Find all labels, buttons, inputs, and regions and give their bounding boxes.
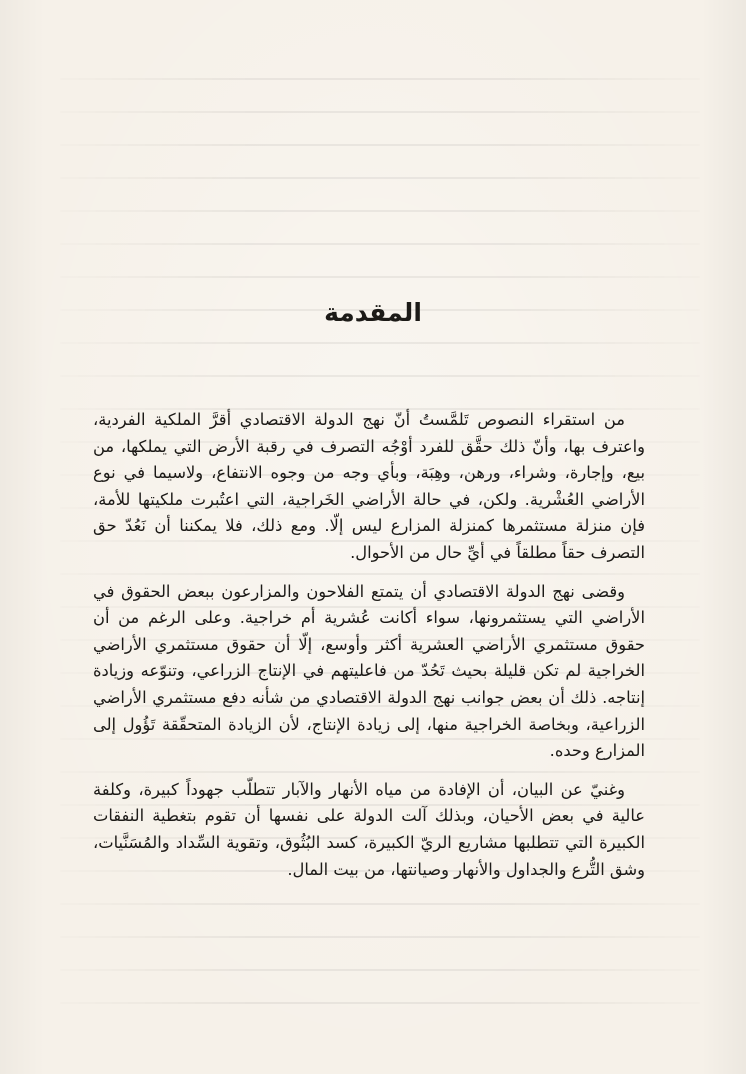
paragraph-2: وقضى نهج الدولة الاقتصادي أن يتمتع الفلاحون والمزارعون ببعض الحقوق في الأراضي التي يستثمرونها، سواء أكانت عُشرية أم خراجية. وعلى الرغم من أن حقوق مستثمري الأراضي العشرية أكثر وأوسع، إلّا أن حقوق مستثمري الأراضي الخراجية لم تكن قليلة بحيث تَحُدّ من فاعليتهم في الإنتاج الزراعي، وتنوّعه وزيادة إنتاجه. ذلك أن بعض جوانب نهج الدولة الاقتصادي من شأنه دفع مستثمري الأراضي الزراعية، وبخاصة الخراجية منها، إلى زيادة الإنتاج، لأن الزيادة المتحقّقة تَؤُول إلى المزارع وحده. bbox=[93, 581, 645, 761]
paragraph-1: من استقراء النصوص تَلمَّستُ أنّ نهج الدولة الاقتصادي أقرَّ الملكية الفردية، واعترف بها، وأنّ ذلك حقَّق للفرد أوْجُه التصرف في رقبة الأرض التي يملكها، من بيع، وإجارة، وشراء، ورهن، وهِبَة، وبأي وجه من وجوه الانتفاع، ولاسيما في نوع الأراضي العُشْرية. ولكن، في حالة الأراضي الخَراجية، التي اعتُبرت ملكيتها للأمة، فإن منزلة مستثمرها كمنزلة المزارع ليس إلّا. ومع ذلك، فلا يمكننا أن نَعُدّ حق التصرف حقاً مطلقاً في أيِّ حال من الأحوال. bbox=[93, 410, 645, 562]
paragraph-3: وغنيّ عن البيان، أن الإفادة من مياه الأنهار والآبار تتطلّب جهوداً كبيرة، وكلفة عالية في بعض الأحيان، وبذلك آلت الدولة على نفسها أن تقوم بتغطية النفقات الكبيرة التي تتطلبها مشاريع الريّ الكبيرة، كسد البُثُوق، وتقوية السِّداد والمُسَنَّيات، وشق التُّرع والجداول والأنهار وصيانتها، من بيت المال. bbox=[93, 779, 645, 879]
chapter-heading: المقدمة bbox=[324, 298, 422, 327]
body-text bbox=[93, 407, 645, 895]
